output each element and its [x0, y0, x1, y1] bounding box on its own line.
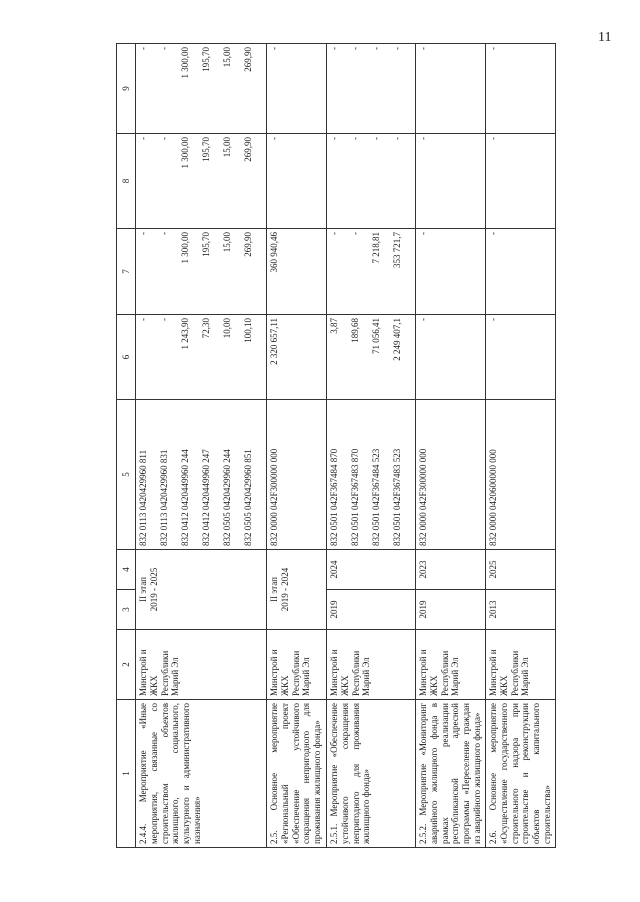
value: 100,10 [243, 318, 253, 343]
values-col9 [267, 44, 327, 134]
value: 2 320 657,11 [269, 318, 279, 365]
values-col7 [416, 229, 486, 315]
table-row [267, 44, 327, 848]
value: 353 721,7 [392, 232, 402, 268]
stage: II этап [138, 577, 148, 602]
value: - [269, 47, 279, 50]
value: - [350, 232, 360, 235]
values-col7 [327, 229, 416, 315]
executor: Минстрой и ЖКХ Республики Марий Эл [327, 630, 416, 700]
period: 2019 - 2024 [279, 567, 290, 612]
value: - [488, 232, 498, 235]
budget-codes [327, 400, 416, 550]
rotated-table-container [116, 44, 552, 848]
value: 72,30 [201, 318, 211, 339]
budget-code: 832 0501 042F367483 870 [350, 448, 360, 546]
value: - [371, 137, 381, 140]
value: - [418, 232, 428, 235]
value: 195,70 [201, 137, 211, 162]
value: 71 056,41 [371, 318, 381, 354]
values-col8 [136, 134, 267, 229]
value: 195,70 [201, 47, 211, 72]
header-cell: 5 [117, 400, 136, 550]
table-row [327, 44, 416, 848]
start-year: 2019 [416, 590, 486, 630]
value: - [138, 137, 148, 140]
value: 269,90 [243, 137, 253, 162]
budget-code: 832 0113 0420429960 831 [159, 449, 169, 546]
value: 360 940,46 [269, 232, 279, 273]
budget-code: 832 0501 042F367484 523 [371, 448, 381, 546]
value: 1 243,90 [180, 318, 190, 350]
value: 1 300,00 [180, 232, 190, 264]
value: - [350, 47, 360, 50]
value: - [269, 137, 279, 140]
value: - [138, 47, 148, 50]
value: - [488, 137, 498, 140]
measure-name: 2.6. Основное мероприятие «Осуществление государственного строительного надзора при строительстве и реконструкции объектов капитального строительства» [486, 700, 556, 848]
table-row [416, 44, 486, 848]
executor: Минстрой и ЖКХ Республики Марий Эл [136, 630, 267, 700]
budget-code: 832 0505 0420429960 244 [222, 449, 232, 546]
value: 10,00 [222, 318, 232, 339]
measure-name: 2.5.2. Мероприятие «Мониторинг аварийного жилищного фонда в рамках реализации республиканской адресной программы «Переселение граждан из аварийного жилищного фонда» [416, 700, 486, 848]
values-col8 [486, 134, 556, 229]
value: - [329, 137, 339, 140]
period-cell [267, 550, 327, 630]
header-cell: 1 [117, 700, 136, 848]
value: - [159, 318, 169, 321]
header-cell: 9 [117, 44, 136, 134]
header-cell: 7 [117, 229, 136, 315]
value: - [418, 137, 428, 140]
header-cell: 4 [117, 550, 136, 590]
budget-codes [267, 400, 327, 550]
budget-codes [136, 400, 267, 550]
budget-code: 832 0501 042F367484 870 [329, 448, 339, 546]
value: 15,00 [222, 137, 232, 158]
value: - [159, 232, 169, 235]
page-number: 11 [598, 30, 612, 45]
header-cell: 8 [117, 134, 136, 229]
values-col8 [267, 134, 327, 229]
value: - [329, 47, 339, 50]
budget-code: 832 0412 0420449960 247 [201, 449, 211, 546]
value: - [488, 318, 498, 321]
start-year: 2019 [327, 590, 416, 630]
values-col6 [267, 315, 327, 400]
header-cell: 3 [117, 590, 136, 630]
budget-code: 832 0412 0420449960 244 [180, 449, 190, 546]
budget-codes [416, 400, 486, 550]
value: 7 218,81 [371, 232, 381, 264]
values-col9 [136, 44, 267, 134]
measure-name: 2.5. Основное мероприятие «Региональный проект «Обеспечение устойчивого сокращения непригодного для проживания жилищного фонда» [267, 700, 327, 848]
value: 269,90 [243, 47, 253, 72]
value: - [418, 47, 428, 50]
period: 2019 - 2025 [148, 567, 159, 612]
value: - [371, 47, 381, 50]
value: 15,00 [222, 47, 232, 68]
stage: II этап [269, 577, 279, 602]
end-year: 2023 [416, 550, 486, 590]
values-col7 [486, 229, 556, 315]
budget-table [116, 43, 556, 848]
value: - [418, 318, 428, 321]
budget-code: 832 0000 0420600000 000 [488, 449, 498, 546]
values-col6 [327, 315, 416, 400]
value: - [138, 232, 148, 235]
value: 195,70 [201, 232, 211, 257]
value: 1 300,00 [180, 137, 190, 169]
period-cell [136, 550, 267, 630]
values-col7 [267, 229, 327, 315]
value: 15,00 [222, 232, 232, 253]
budget-codes [486, 400, 556, 550]
table-row [136, 44, 267, 848]
values-col9 [486, 44, 556, 134]
table-row [486, 44, 556, 848]
executor: Минстрой и ЖКХ Республики Марий Эл [416, 630, 486, 700]
start-year: 2013 [486, 590, 556, 630]
value: - [392, 47, 402, 50]
executor: Минстрой и ЖКХ Республики Марий Эл [486, 630, 556, 700]
values-col6 [416, 315, 486, 400]
values-col7 [136, 229, 267, 315]
value: - [392, 137, 402, 140]
header-row [117, 44, 136, 848]
value: 3,87 [329, 318, 339, 334]
measure-name: 2.5.1. Мероприятие «Обеспечение устойчивого сокращения непригодного для проживания жилищного фонда» [327, 700, 416, 848]
executor: Минстрой и ЖКХ Республики Марий Эл [267, 630, 327, 700]
values-col6 [136, 315, 267, 400]
values-col8 [416, 134, 486, 229]
value: 189,68 [350, 318, 360, 343]
value: 269,90 [243, 232, 253, 257]
value: 2 249 407,1 [392, 318, 402, 361]
value: - [488, 47, 498, 50]
end-year: 2025 [486, 550, 556, 590]
value: - [138, 318, 148, 321]
values-col6 [486, 315, 556, 400]
budget-code: 832 0000 042F300000 000 [269, 448, 279, 546]
budget-code: 832 0505 0420429960 851 [243, 449, 253, 546]
value: - [350, 137, 360, 140]
end-year: 2024 [327, 550, 416, 590]
values-col9 [416, 44, 486, 134]
value: - [159, 137, 169, 140]
values-col8 [327, 134, 416, 229]
budget-code: 832 0501 042F367483 523 [392, 448, 402, 546]
budget-code: 832 0000 042F300000 000 [418, 448, 428, 546]
value: - [159, 47, 169, 50]
header-cell: 2 [117, 630, 136, 700]
value: 1 300,00 [180, 47, 190, 79]
budget-code: 832 0113 0420429960 811 [138, 449, 148, 546]
value: - [329, 232, 339, 235]
measure-name: 2.4.4. Мероприятие «Иные мероприятия, связанные со строительством объектов жилищного, социального, культурного и административного назначения» [136, 700, 267, 848]
header-cell: 6 [117, 315, 136, 400]
values-col9 [327, 44, 416, 134]
